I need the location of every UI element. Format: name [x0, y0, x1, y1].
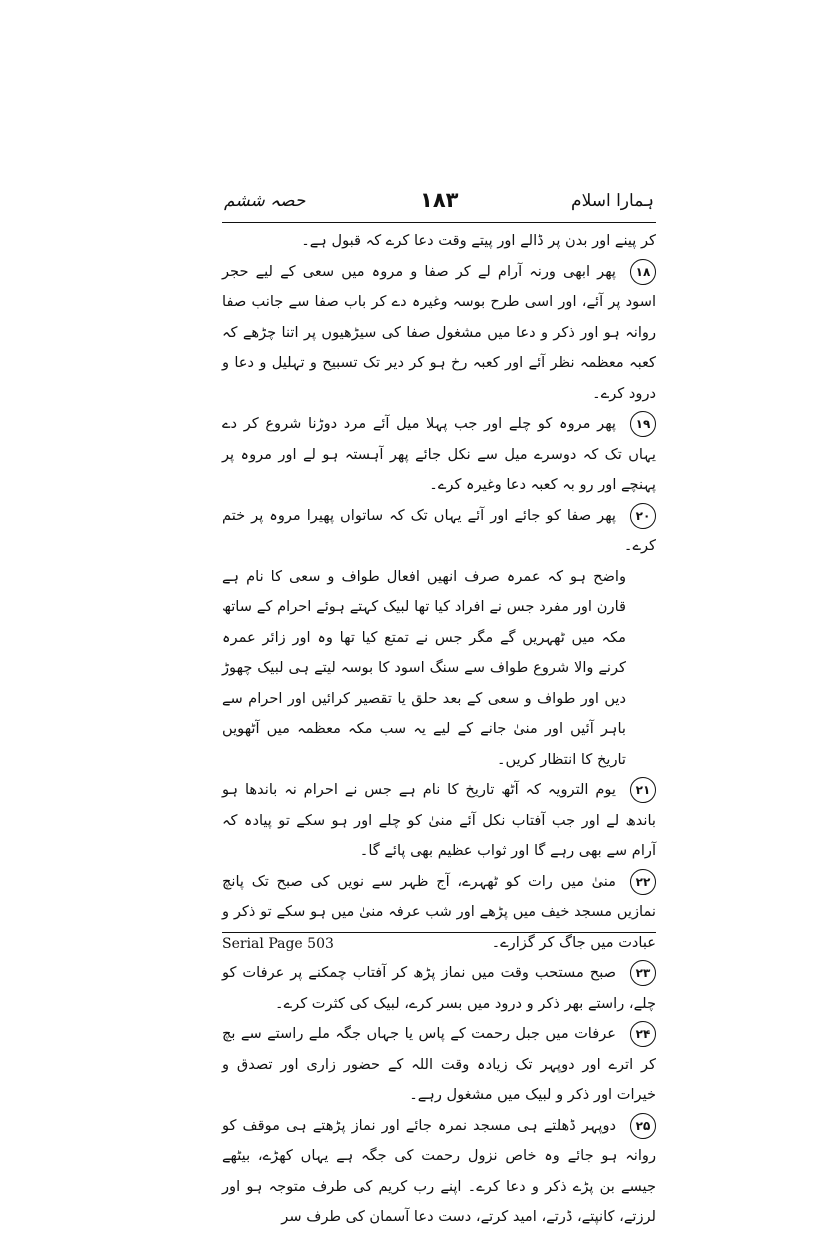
paragraph-text: عرفات میں جبل رحمت کے پاس یا جہاں جگہ ملے راستے سے بچ کر اترے اور دوپہر تک زیادہ وقت اللہ کے حضور زاری اور تصدق و خیرات اور ذکر و لبیک میں مشغول رہے۔ — [222, 1025, 656, 1103]
paragraph-19 — [222, 409, 656, 501]
paragraph-20 — [222, 501, 656, 562]
page-header — [222, 188, 656, 218]
paragraph-number: ۲۱ — [630, 777, 656, 803]
book-title: ہمارا اسلام — [571, 191, 654, 211]
paragraph-number: ۲۳ — [630, 960, 656, 986]
note-paragraph: واضح ہو کہ عمرہ صرف انھیں افعال طواف و سعی کا نام ہے قارن اور مفرد جس نے افراد کیا تھا لبیک کہتے ہوئے احرام کے ساتھ مکہ میں ٹھہریں گے مگر جس نے تمتع کیا تھا وہ اور زائر عمرہ کرنے والا شروع طواف سے سنگ اسود کا بوسہ لیتے ہی لبیک چھوڑ دیں اور طواف و سعی کے بعد حلق یا تقصیر کرائیں اور احرام سے باہر آئیں اور منیٰ جانے کے لیے یہ سب مکہ معظمہ میں آٹھویں تاریخ کا انتظار کریں۔ — [222, 567, 626, 768]
paragraph-text: صبح مستحب وقت میں نماز پڑھ کر آفتاب چمکنے پر عرفات کو چلے، راستے بھر ذکر و درود میں بسر کرے، لبیک کی کثرت کرے۔ — [222, 964, 656, 1012]
paragraph-text: پھر صفا کو جائے اور آئے یہاں تک کہ ساتواں پھیرا مروہ پر ختم کرے۔ — [222, 506, 656, 554]
paragraph-24 — [222, 1019, 656, 1111]
paragraph-21 — [222, 775, 656, 867]
paragraph-number: ۱۹ — [630, 411, 656, 437]
paragraph-text: منیٰ میں رات کو ٹھہرے، آج ظہر سے نویں کی صبح تک پانچ نمازیں مسجد خیف میں پڑھے اور شب عرفہ منیٰ میں ہو سکے تو ذکر و عبادت میں جاگ کر گزارے۔ — [222, 872, 656, 951]
paragraph-number: ۱۸ — [630, 259, 656, 285]
paragraph-text: یوم الترویہ کہ آٹھ تاریخ کا نام ہے جس نے احرام نہ باندھا ہو باندھ لے اور جب آفتاب نکل آئے منیٰ کو چلے اور ہو سکے تو پیادہ کہ آرام سے بھی رہے گا اور ثواب عظیم بھی پائے گا۔ — [222, 781, 656, 859]
paragraph-25 — [222, 1111, 656, 1233]
paragraph-18 — [222, 257, 656, 410]
paragraph-text: دوپہر ڈھلتے ہی مسجد نمرہ جائے اور نماز پڑھتے ہی موقف کو روانہ ہو جائے وہ خاص نزول رحمت کی جگہ ہے یہاں کھڑے، بیٹھے جیسے بن پڑے ذکر و دعا کرے۔ اپنے رب کریم کی طرف متوجہ ہو اور لرزتے، کانپتے، ڈرتے، امید کرتے، دست دعا آسمان کی طرف سر — [222, 1116, 656, 1225]
paragraph-number: ۲۴ — [630, 1021, 656, 1047]
paragraph-number: ۲۰ — [630, 503, 656, 529]
paragraph-23 — [222, 958, 656, 1019]
footer-divider — [222, 932, 656, 933]
header-divider — [222, 222, 656, 223]
paragraph-text: پھر مروہ کو چلے اور جب پہلا میل آئے مرد دوڑنا شروع کر دے یہاں تک کہ دوسرے میل سے نکل جائے پھر آہستہ ہو لے اور مروہ پر پہنچے اور رو بہ کعبہ دعا وغیرہ کرے۔ — [222, 415, 656, 493]
part-label: حصہ ششم — [224, 191, 306, 211]
continued-line: کر پینے اور بدن پر ڈالے اور پیتے وقت دعا کرے کہ قبول ہے۔ — [301, 232, 656, 249]
page-number: ۱۸۳ — [420, 188, 459, 212]
serial-page-label: Serial Page 503 — [222, 936, 334, 952]
paragraph-text: پھر ابھی ورنہ آرام لے کر صفا و مروہ میں سعی کے لیے حجر اسود پر آئے، اور اسی طرح بوسہ وغیرہ دے کر باب صفا سے جانب صفا روانہ ہو اور ذکر و دعا میں مشغول صفا کی سیڑھیوں پر اتنا چڑھے کہ کعبہ معظمہ نظر آئے اور کعبہ رخ ہو کر دیر تک تسبیح و تہلیل و دعا و درود کرے۔ — [222, 262, 656, 402]
paragraph-number: ۲۲ — [630, 869, 656, 895]
paragraph-number: ۲۵ — [630, 1113, 656, 1139]
